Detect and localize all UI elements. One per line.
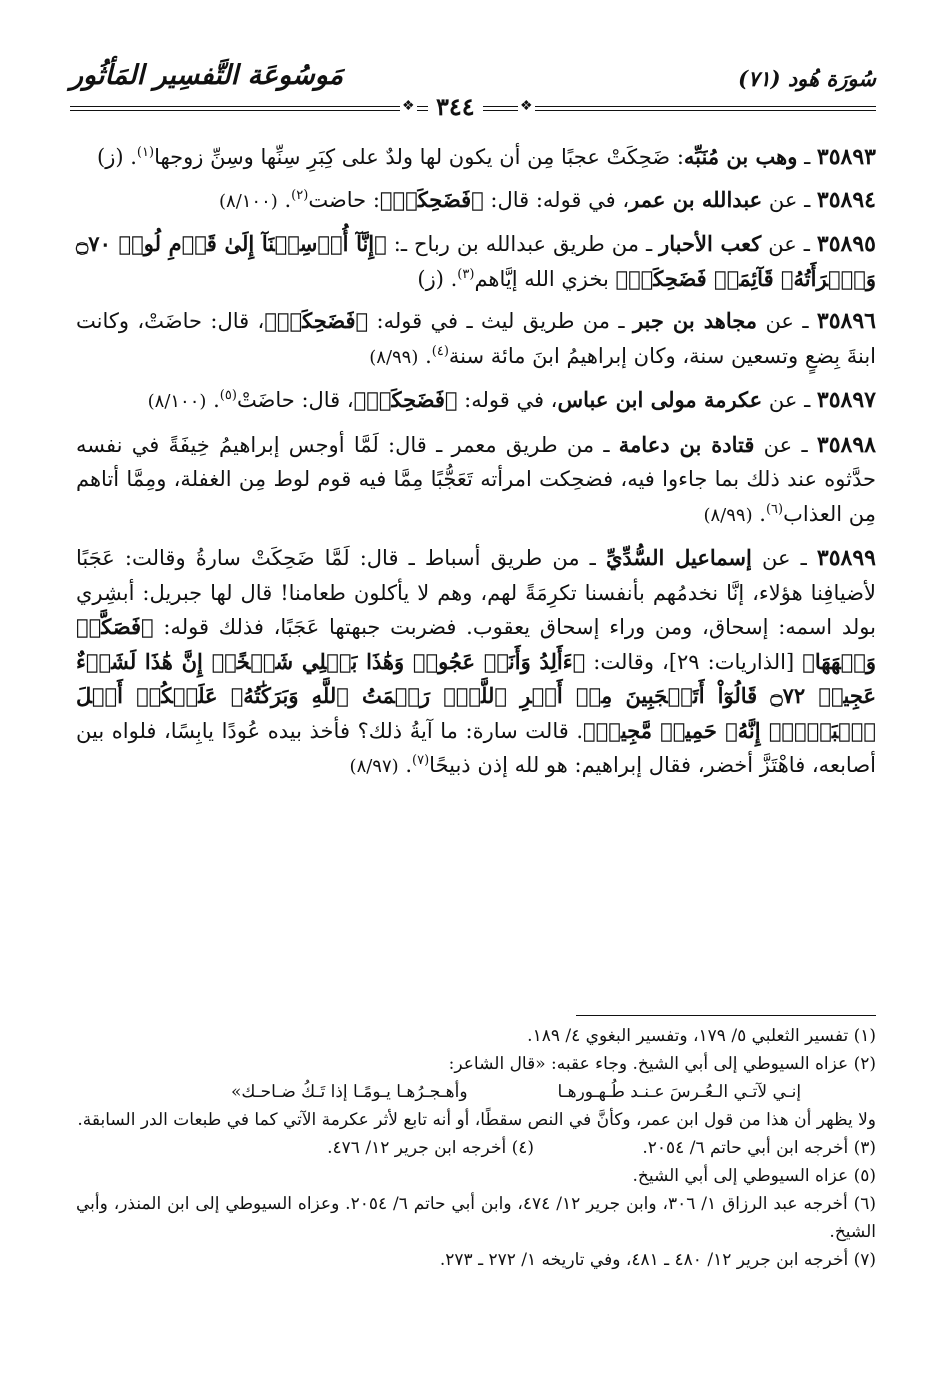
footnotes-3-4 bbox=[76, 1134, 876, 1162]
entry-dash: ـ bbox=[790, 546, 817, 570]
narration-entry bbox=[76, 140, 876, 175]
entry-text: ـ من طريق معمر ـ قال: لَمَّا أوجس إبراهيمُ خِيفَةً في نفسه حدَّثوه عند ذلك بما جاءوا فيه، فضحِكت امرأته تَعَجُّبًا مِمَّا فيه قوم لوط مِن الغفلة، ومِمَّا أتاهم مِن العذاب bbox=[76, 432, 876, 526]
entry-text: . قالت سارة: ما آيةُ ذلك؟ فأخذ بيده عُودًا يابِسًا، فلواه بين أصابعه، فاهْتَزَّ أخضر، فقال إبراهيم: هو لله إذن ذبيحًا bbox=[76, 718, 876, 777]
footnote-2: (٢) عزاه السيوطي إلى أبي الشيخ. وجاء عقبه: «قال الشاعر: bbox=[448, 1054, 876, 1074]
footnote-ref: (٢) bbox=[291, 187, 309, 203]
poem-hemistich-2: وأهـجـرُهـا يـومًـا إذا تَـكُ ضـاحـك» bbox=[230, 1082, 468, 1102]
entry-number: ٣٥٨٩٣ bbox=[816, 144, 876, 170]
quran-quote: ﴿ءَأَلِدُ وَأَنَا۠ عَجُوزٞ وَهَٰذَا بَعۡلِي شَيۡخًاۖ إِنَّ هَٰذَا لَشَيۡءٌ عَجِيبٞ ۝٧٢ قَالُوٓاْ أَتَعۡجَبِينَ مِنۡ أَمۡرِ ٱللَّهِۖ رَحۡمَتُ ٱللَّهِ وَبَرَكَٰتُهُۥ عَلَيۡكُمۡ أَهۡلَ ٱلۡبَيۡتِۚ إِنَّهُۥ حَمِيدٞ مَّجِيدٞ﴾ bbox=[76, 648, 876, 743]
footnote-5: (٥) عزاه السيوطي إلى أبي الشيخ. bbox=[632, 1166, 876, 1186]
entry-dash: ـ bbox=[792, 432, 817, 457]
entry-text: [الذاريات: ٢٩]، وقالت: bbox=[585, 649, 803, 674]
narrator-name: قتادة بن دعامة bbox=[618, 431, 755, 457]
footnote-3: (٣) أخرجه ابن أبي حاتم ٦/ ٢٠٥٤. bbox=[642, 1138, 876, 1158]
page-number: ٣٤٤ bbox=[428, 92, 483, 121]
entry-text: بخزي الله إيَّاهم bbox=[474, 266, 616, 291]
entry-text: عن bbox=[754, 432, 793, 457]
poem-verse bbox=[76, 1078, 876, 1106]
narrator-name: كعب الأحبار bbox=[659, 231, 762, 256]
footnote-separator bbox=[576, 1015, 876, 1016]
entry-text: . bbox=[206, 388, 220, 412]
entry-number: ٣٥٨٩٥ bbox=[816, 231, 876, 257]
narrator-name: مجاهد بن جبر bbox=[632, 308, 758, 333]
entry-text: . bbox=[398, 753, 413, 777]
entry-text: ، قال: حاضَتْ bbox=[236, 388, 354, 412]
footnote-4: (٤) أخرجه ابن جرير ١٢/ ٤٧٦. bbox=[327, 1138, 534, 1158]
narration-entry bbox=[76, 383, 876, 420]
entry-dash: ـ bbox=[796, 232, 817, 256]
ornament-icon: ❖ bbox=[520, 98, 533, 114]
footnote-ref: (٣) bbox=[457, 266, 475, 282]
surah-title: سُورَة هُود (٧١) bbox=[738, 66, 876, 91]
entry-text: . bbox=[418, 343, 432, 368]
narrator-name: وهب بن مُنَبِّه bbox=[683, 144, 798, 169]
entry-dash: ـ bbox=[793, 309, 817, 333]
entry-text: ـ من طريق ليث ـ في قوله: bbox=[368, 309, 633, 333]
book-title: مَوسُوعَة التَّفسِير المَأثُور bbox=[70, 60, 344, 91]
entry-number: ٣٥٨٩٦ bbox=[816, 308, 876, 334]
entry-number: ٣٥٨٩٤ bbox=[816, 186, 876, 213]
narrator-name: عبدالله بن عمر bbox=[629, 186, 763, 212]
entry-text: : ضَحِكَتْ عجبًا مِن أن يكون لها ولدٌ على كِبَرِ سِنِّها وسِنِّ زوجها bbox=[154, 145, 684, 169]
narration-entry bbox=[76, 183, 876, 220]
footnote-7: (٧) أخرجه ابن جرير ١٢/ ٤٨٠ ـ ٤٨١، وفي تاريخه ١/ ٢٧٢ ـ ٢٧٣. bbox=[439, 1250, 876, 1270]
entry-text: عن bbox=[757, 309, 794, 333]
entry-number: ٣٥٨٩٩ bbox=[816, 545, 876, 571]
main-text bbox=[76, 140, 876, 793]
quran-quote: ﴿فَضَحِكَتۡ﴾ bbox=[353, 387, 458, 412]
entry-text: . (ز) bbox=[97, 145, 137, 169]
poem-hemistich-1: إنـي لآتـي الـعُـرسَ عـنـد طُـهـورهـا bbox=[557, 1082, 802, 1102]
entry-text: عن bbox=[762, 187, 798, 212]
entry-text: عن bbox=[751, 546, 791, 570]
footnote-ref: (٤) bbox=[431, 343, 449, 359]
entry-dash: ـ bbox=[797, 187, 817, 212]
footnote-ref: (٦) bbox=[765, 501, 784, 517]
quran-quote: ﴿فَصَكَّتۡ وَجۡهَهَا﴾ bbox=[76, 614, 876, 674]
narrator-name: إسماعيل السُّدِّيِّ bbox=[605, 545, 752, 570]
entry-number: ٣٥٨٩٧ bbox=[816, 387, 876, 413]
narration-entry bbox=[76, 304, 876, 375]
footnote-ref: (١) bbox=[136, 145, 155, 160]
volume-reference: (٨/٩٧) bbox=[349, 756, 399, 777]
page-header bbox=[70, 58, 876, 124]
volume-reference: (٨/١٠٠) bbox=[147, 391, 207, 412]
entry-text: ـ من طريق عبدالله بن رباح ـ: bbox=[386, 232, 660, 256]
footnote-ref: (٥) bbox=[219, 388, 237, 403]
footnote-ref: (٧) bbox=[412, 753, 430, 768]
entry-text: : حاضت bbox=[308, 187, 380, 212]
entry-text: ، في قوله: bbox=[457, 388, 558, 412]
quran-quote: ﴿إِنَّآ أُرۡسِلۡنَآ إِلَىٰ قَوۡمِ لُوطٖ ۝٧٠ وَٱمۡرَأَتُهُۥ قَآئِمَةٞ فَضَحِكَتۡ﴾ bbox=[76, 231, 876, 291]
entry-dash: ـ bbox=[797, 145, 817, 169]
ornament-icon: ❖ bbox=[402, 98, 415, 114]
quran-quote: ﴿فَضَحِكَتۡ﴾ bbox=[379, 186, 484, 212]
narrator-name: عكرمة مولى ابن عباس bbox=[557, 387, 763, 412]
entry-text: ، قال: حاضَتْ، وكانت ابنةَ بِضعٍ وتسعين سنة، وكان إبراهيمُ ابنَ مائة سنة bbox=[76, 309, 876, 368]
entry-text: ـ من طريق أسباط ـ قال: لَمَّا ضَحِكَتْ سارةُ وقالت: عَجَبًا لأضيافِنا هؤلاء، إنَّا نخدمُهم بأنفسنا تكرِمَةً لهم، وهم لا يأكلون طعامنا! قال لها جبريل: أبشِري بولد اسمه: إسحاق، ومن وراء إسحاق يعقوب. فضربت جبهتها عَجَبًا، فذلك قوله: bbox=[76, 546, 876, 639]
footnote-2-note: ولا يظهر أن هذا من قول ابن عمر، وكأنَّ في النص سقطًا، أو أنه تابع لأثر عكرمة الآتي كما في طبعات الدر السابقة. bbox=[77, 1110, 876, 1130]
narration-entry bbox=[76, 227, 876, 296]
volume-reference: (٨/٩٩) bbox=[369, 346, 419, 368]
entry-text: عن bbox=[762, 388, 798, 412]
quran-quote: ﴿فَضَحِكَتۡ﴾ bbox=[264, 308, 369, 333]
footnote-1: (١) تفسير الثعلبي ٥/ ١٧٩، وتفسير البغوي ٤/ ١٨٩. bbox=[527, 1026, 876, 1046]
narration-entry bbox=[76, 428, 876, 534]
entry-dash: ـ bbox=[797, 388, 817, 412]
footnotes bbox=[76, 1022, 876, 1274]
volume-reference: (٨/٩٩) bbox=[703, 504, 753, 526]
entry-text: . bbox=[277, 187, 292, 212]
volume-reference: (٨/١٠٠) bbox=[219, 190, 278, 212]
footnote-6: (٦) أخرجه عبد الرزاق ١/ ٣٠٦، وابن جرير ١٢/ ٤٧٤، وابن أبي حاتم ٦/ ٢٠٥٤. وعزاه السيوطي إلى ابن المنذر، وأبي الشيخ. bbox=[76, 1194, 876, 1242]
entry-text: عن bbox=[761, 232, 797, 256]
entry-number: ٣٥٨٩٨ bbox=[816, 431, 876, 458]
narration-entry bbox=[76, 541, 876, 785]
entry-text: . bbox=[752, 501, 766, 526]
entry-text: ، في قوله: قال: bbox=[483, 187, 630, 212]
entry-text: . (ز) bbox=[417, 266, 458, 291]
